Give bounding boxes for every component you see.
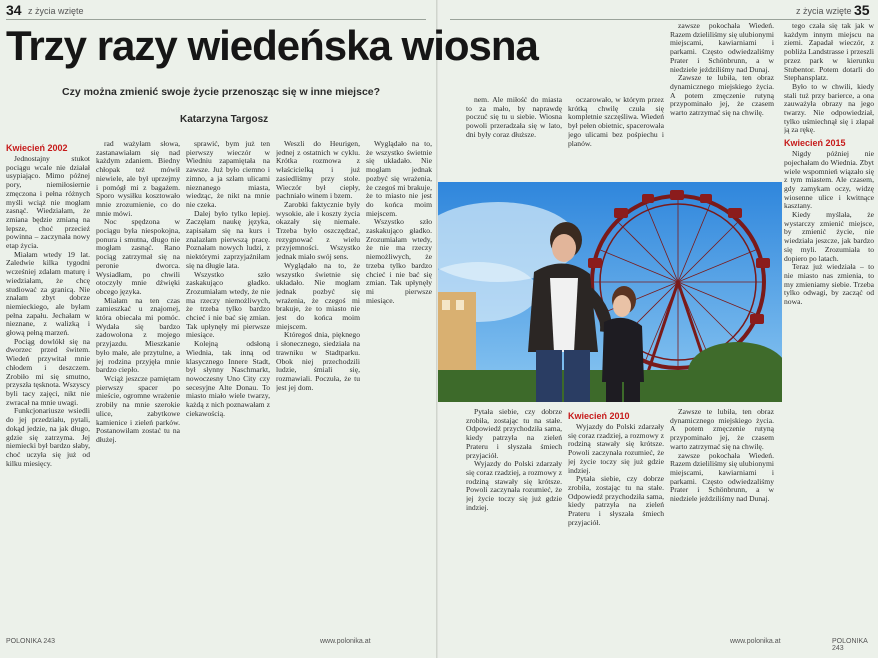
paragraph: Nigdy później nie pojechałam do Wiednia. Zbyt wiele wspomnień wiązało się z tym miastem. Ale czasem, gdy zamykam oczy, widzę wiosenne ulice i kwitnące kasztany. [784, 149, 874, 211]
subheading-2010: Kwiecień 2010 [568, 411, 630, 421]
column-4b [366, 140, 432, 630]
paragraph: Weszli do Heurigen, jednej z ostatnich w cyklu. Krótka rozmowa z właścicielką i już zasiedliśmy przy stole. Wieczór był ciepły, pachniało winem i bzem. [276, 140, 360, 201]
column-6-top [568, 96, 664, 180]
top-rule-left [6, 19, 426, 20]
article-subtitle: Czy można zmienić swoje życie przenosząc się w inne miejsce? [62, 86, 381, 98]
paragraph: Jednostajny stukot pociągu wcale nie działał usypiająco. Mimo późnej pory, niemiłosiernie zmęczona i pełna różnych myśli wciąż nie mogłam zasnąć. Wiedziałam, że zmiana będzie zmianą na lepsze, choć przecież powinna – zaczynała nowy etap życia. [6, 154, 90, 251]
column-4 [276, 140, 360, 630]
paragraph: Miałam na ten czas zamieszkać u znajomej, która obiecała mi pomóc. Wydała się bardzo zadowolona z mojego przyjazdu. Mieszkanie było małe, ale przytulne, a jej rodzina przyjęła mnie bardzo ciepło. [96, 295, 180, 375]
paragraph: Wszystko szło zaskakująco gładko. Zrozumiałam wtedy, że nie ma rzeczy niemożliwych, że trzeba tylko bardzo chcieć i nie bać się zmian. Tak upłynęły mi pierwsze miesiące. [366, 217, 432, 305]
paragraph: Było to w chwili, kiedy stali tuż przy barierce, a ona zauważyła obrazy na jego twarzy. Nie odpowiedział, tylko uśmiechnął się i złapał ją za rękę. [784, 81, 874, 135]
paragraph: zawsze pokochała Wiedeń. Razem dzieliliśmy się ulubionymi miejscami, kawiarniami i parkami. Często odwiedzaliśmy Prater i Schönbrunn, a w niedziele jeździliśmy nad Dunaj. [670, 450, 774, 504]
paragraph: Miałam wtedy 19 lat. Zaledwie kilka tygodni wcześniej zdałam maturę i wiedziałam, że chcę studiować za granicą. Nie znałam zbyt dobrze niemieckiego, ale byłam pełna zapału. Jechałam w nieznane, z walizką i głową pełną marzeń. [6, 249, 90, 338]
column-2 [96, 140, 180, 630]
paragraph: tego czała się tak jak w każdym innym miejscu na ziemi. Zapadał wieczór, z pobliża Landstrasse i przeszli przez park w kierunku Stubentor. Potem dotarli do Stephansplatz. [784, 22, 874, 83]
paragraph: Wyglądało na to, że wszystko świetnie się układało. Nie mogłam jednak pozbyć się wrażenia, że czegoś mi brakuje, że to miasto nie jest do końca moim miejscem. [366, 140, 432, 218]
paragraph: nem. Ale miłość do miasta to za mało, by naprawdę poczuć się tu u siebie. Wiosna powoli przeradzała się w lato, dni były coraz dłuższe. [466, 96, 562, 139]
section-label-right: z życia wzięte [796, 6, 852, 16]
paragraph: Zawsze te lubiła, ten obraz dynamicznego miejskiego życia. A potem zmęczenie rutyną przypominało jej, że czasem warto zatrzymać się na chwilę. [670, 408, 774, 451]
column-6-bottom [568, 408, 664, 636]
section-label-left: z życia wzięte [28, 6, 84, 16]
paragraph: Kolejną odsłoną Wiednia, tak inną od klasycznego Innere Stadt, był słynny Naschmarkt, nowoczesny Uno City czy secesyjne Alte Donau. To miasto miało wiele twarzy, każdą z nich poznawałam z ciekawością. [186, 339, 270, 418]
top-rule-right [450, 19, 870, 20]
ferris-wheel-couple-icon [438, 182, 782, 402]
paragraph: Pytała siebie, czy dobrze zrobiła, zostając tu na stałe. Odpowiedź przychodziła sama, kiedy patrzyła na zieleń Prateru i słyszała śmiech przyjaciół. [466, 408, 562, 460]
column-7-bottom [670, 408, 774, 636]
ferris-wheel-photo [438, 182, 782, 402]
footer-right-issue: POLONIKA 243 [832, 638, 868, 652]
paragraph: Noc spędzona w pociągu była niespokojna, ponura i smutna, długo nie mogłam zasnąć. Rano pociąg zatrzymał się na peronie dworca. Wysiadłam, po chwili otoczyły mnie dźwięki obcego języka. [96, 217, 180, 296]
column-8 [784, 22, 874, 634]
subheading-2015: Kwiecień 2015 [784, 138, 846, 149]
paragraph: rad ważyłam słowa, zastanawiałam się nad każdym zdaniem. Biedny chłopak też mówił niewiele, ale był uprzejmy i pomógł mi z bagażem. Sporo wysiłku kosztowało mnie zrozumienie, co do mnie mówi. [96, 140, 180, 218]
paragraph: Któregoś dnia, pięknego i słonecznego, siedziała na trawniku w Stadtparku. Obok niej przechodzili ludzie, śmiali się, rozmawiali. Poczuła, że tu jest jej dom. [276, 330, 360, 392]
paragraph: Zarobki faktycznie były wysokie, ale i koszty życia okazały się niemałe. Trzeba było oszczędzać, rezygnować z wielu przyjemności. Wszystko jednak miało swój sens. [276, 199, 360, 262]
column-7-top [670, 22, 774, 180]
paragraph: Teraz już wiedziała – to nie miasto nas zmienia, to my zmieniamy siebie. Trzeba tylko odwagi, by zacząć od nowa. [784, 262, 874, 307]
footer-left-issue: POLONIKA 243 [6, 638, 56, 645]
paragraph: zawsze pokochała Wiedeń. Razem dzieliliśmy się ulubionymi miejscami, kawiarniami i parkami. Często odwiedzaliśmy Prater i Schönbrunn, a w niedziele jeździliśmy nad Dunaj. [670, 22, 774, 74]
paragraph: sprawić, bym już ten pierwszy wieczór w Wiedniu zapamiętała na zawsze. Już było ciemno i zimno, a ja szłam ulicami nieznanego miasta, wiedząc, że nikt na mnie nie czeka. [186, 140, 270, 209]
column-5-top [466, 96, 562, 180]
paragraph: Wciąż jeszcze pamiętam pierwszy spacer po mieście, ogromne wrażenie zrobiły na mnie szerokie ulice, zabytkowe kamienice i zieleń parków. Postanowiłam zostać tu na dłużej. [96, 373, 180, 444]
footer-left-url: www.polonika.at [320, 638, 371, 645]
column-5-bottom [466, 408, 562, 636]
paragraph: Kiedy myślała, że wystarczy zmienić miejsce, by zmienić życie, nie wiedziała jeszcze, jak bardzo się myli. Zrozumiała to dopiero po latach. [784, 210, 874, 263]
paragraph: Wyjazdy do Polski zdarzały się coraz rzadziej, a rozmowy z rodziną stawały się krótsze. Powoli zaczynała rozumieć, że jej życie toczy się już gdzie indziej. [568, 422, 664, 475]
subheading-2002: Kwiecień 2002 [6, 143, 68, 153]
paragraph: Funkcjonariusze wsiedli do jej przedziału, pytali, dokąd jedzie, na jak długo, gdzie się zatrzyma. Jej niemiecki był bardzo słaby, choć uczyła się już od kilku miesięcy. [6, 406, 90, 468]
column-3 [186, 140, 270, 630]
paragraph: Wyglądało na to, że wszystko świetnie się układało. Nie mogłam jednak pozbyć się wrażenia, że czegoś mi brakuje, że to miasto nie jest do końca moim miejscem. [276, 260, 360, 331]
article-title: Trzy razy wiedeńska wiosna [6, 22, 538, 69]
page-number-right: 35 [854, 2, 870, 18]
left-page [0, 0, 438, 658]
page-number-left: 34 [6, 2, 22, 18]
article-author: Katarzyna Targosz [180, 114, 269, 125]
paragraph: Wyjazdy do Polski zdarzały się coraz rzadziej, a rozmowy z rodziną stawały się krótsze. Powoli zaczynała rozumieć, że jej życie toczy się już gdzie indziej. [466, 459, 562, 512]
column-1 [6, 140, 90, 630]
paragraph: Dalej było tylko lepiej. Zaczęłam naukę języka, zapisałam się na kurs i znalazłam pierwszą pracę. Poznałam nowych ludzi, z niektórymi zaprzyjaźniłam się na długie lata. [186, 208, 270, 270]
paragraph: Pytała siebie, czy dobrze zrobiła, zostając tu na stałe. Odpowiedź przychodziła sama, kiedy patrzyła na zieleń Prateru i słyszała śmiech przyjaciół. [568, 474, 664, 527]
footer-right-url: www.polonika.at [730, 638, 781, 645]
paragraph: oczarowało, w którym przez krótką chwilę czuła się kompletnie szczęśliwa. Wiedeń był pełen obietnic, spacerowała jego ulicami bez pośpiechu i planów. [568, 96, 664, 148]
paragraph: Wszystko szło zaskakująco gładko. Zrozumiałam wtedy, że nie ma rzeczy niemożliwych, że trzeba tylko bardzo chcieć i nie bać się zmian. Tak upłynęły mi pierwsze miesiące. [186, 269, 270, 340]
paragraph: Zawsze te lubiła, ten obraz dynamicznego miejskiego życia. A potem zmęczenie rutyną przypominało jej, że czasem warto zatrzymać się na chwilę. [670, 73, 774, 118]
paragraph: Pociąg dowlókł się na dworzec przed świtem. Wiedeń przywitał mnie chłodem i deszczem. Zrobiło mi się smutno, przyszła tęsknota. Wszyscy byli tacy zajęci, nikt nie zwracał na mnie uwagi. [6, 336, 90, 407]
